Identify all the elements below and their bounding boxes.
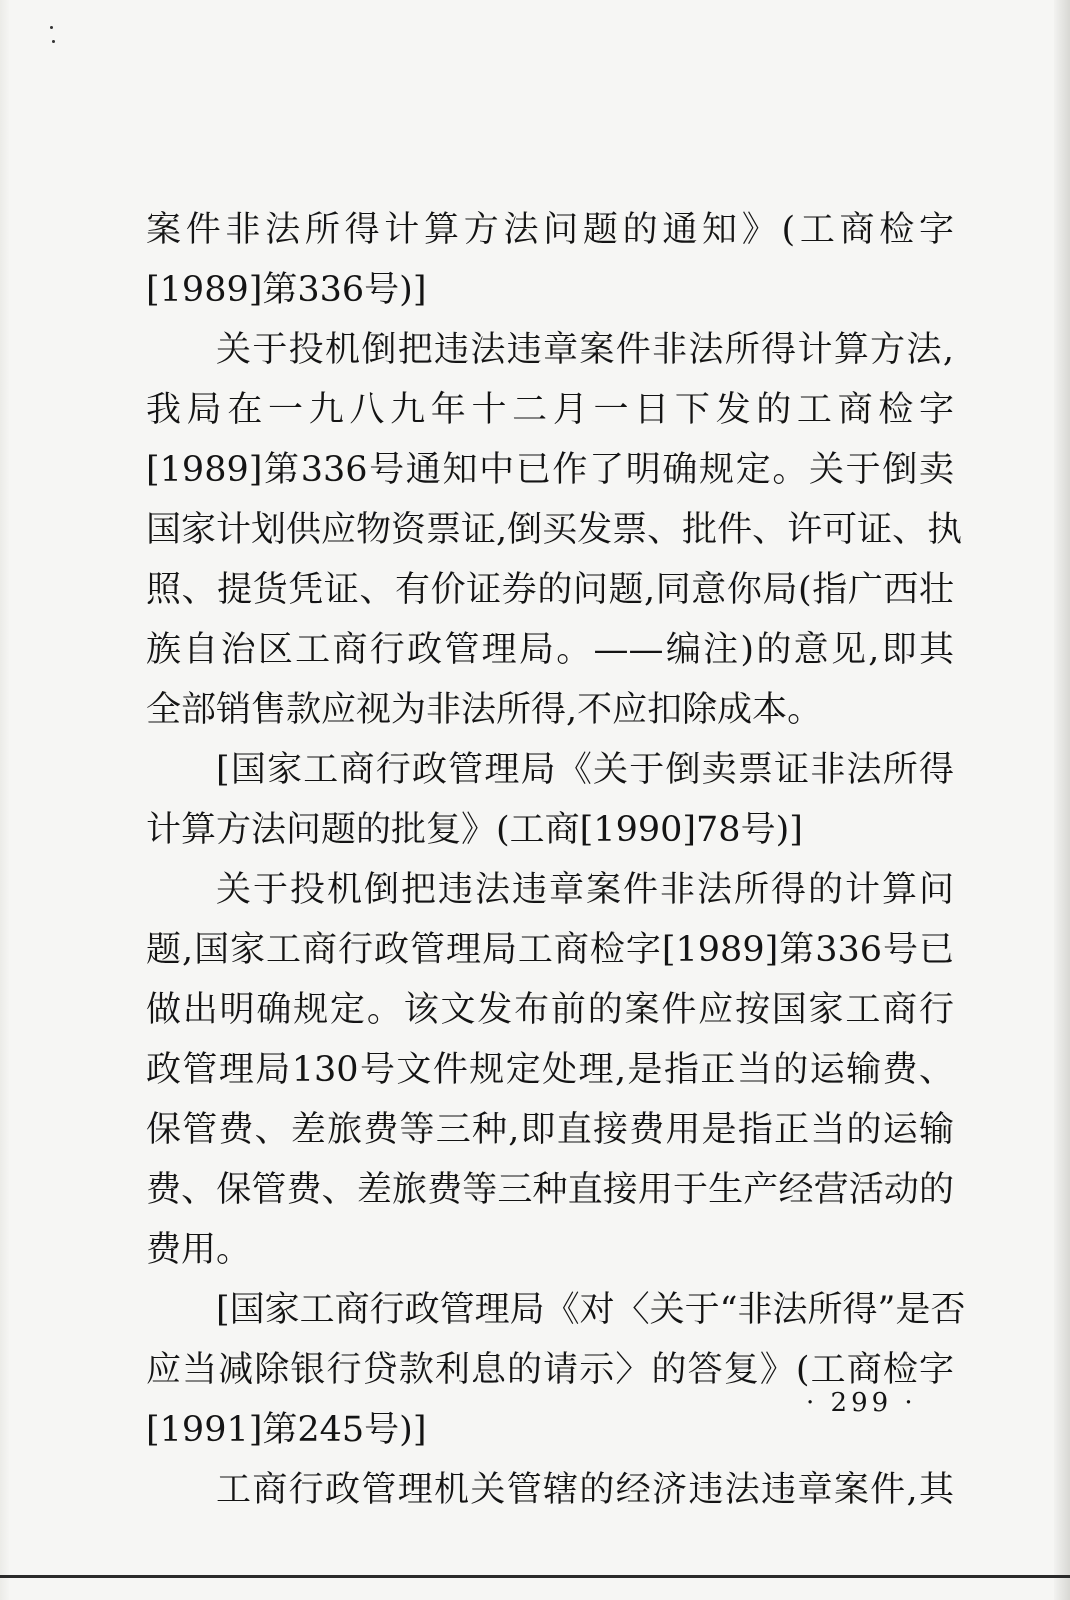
text-line: 照、提货凭证、有价证券的问题,同意你局(指广西壮 xyxy=(146,570,954,610)
scan-speck xyxy=(52,40,55,43)
scan-edge-right xyxy=(1054,0,1070,1600)
citation-line: 应当减除银行贷款利息的请示〉的答复》(工商检字 xyxy=(146,1350,954,1390)
text-line: 全部销售款应视为非法所得,不应扣除成本。 xyxy=(146,690,823,730)
text-line: 费用。 xyxy=(146,1230,252,1270)
text-line: 关于投机倒把违法违章案件非法所得的计算问 xyxy=(216,870,954,910)
text-line: 我局在一九八九年十二月一日下发的工商检字 xyxy=(146,390,954,430)
text-line: 费、保管费、差旅费等三种直接用于生产经营活动的 xyxy=(146,1170,954,1210)
text-line: [1989]第336号)] xyxy=(146,270,427,310)
text-line: 题,国家工商行政管理局工商检字[1989]第336号已 xyxy=(146,930,954,970)
scan-edge-left xyxy=(0,0,10,1600)
text-line: 国家计划供应物资票证,倒买发票、批件、许可证、执 xyxy=(146,510,963,550)
text-line: 关于投机倒把违法违章案件非法所得计算方法, xyxy=(216,330,954,370)
text-line: 保管费、差旅费等三种,即直接费用是指正当的运输 xyxy=(146,1110,954,1150)
scan-speck xyxy=(50,26,53,29)
page-number: · 299 · xyxy=(806,1388,917,1418)
text-line: 族自治区工商行政管理局。——编注)的意见,即其 xyxy=(146,630,954,670)
text-line: 案件非法所得计算方法问题的通知》(工商检字 xyxy=(146,210,954,250)
text-line: [1989]第336号通知中已作了明确规定。关于倒卖 xyxy=(146,450,954,490)
text-line: 政管理局130号文件规定处理,是指正当的运输费、 xyxy=(146,1050,954,1090)
citation-line: [国家工商行政管理局《关于倒卖票证非法所得 xyxy=(216,750,954,790)
scan-bottom-edge xyxy=(0,1575,1070,1578)
citation-line: [1991]第245号)] xyxy=(146,1410,427,1450)
text-line: 做出明确规定。该文发布前的案件应按国家工商行 xyxy=(146,990,954,1030)
citation-line: [国家工商行政管理局《对〈关于“非法所得”是否 xyxy=(216,1290,966,1330)
page-body xyxy=(146,200,966,1520)
citation-line: 计算方法问题的批复》(工商[1990]78号)] xyxy=(146,810,803,850)
text-line: 工商行政管理机关管辖的经济违法违章案件,其 xyxy=(216,1470,954,1510)
